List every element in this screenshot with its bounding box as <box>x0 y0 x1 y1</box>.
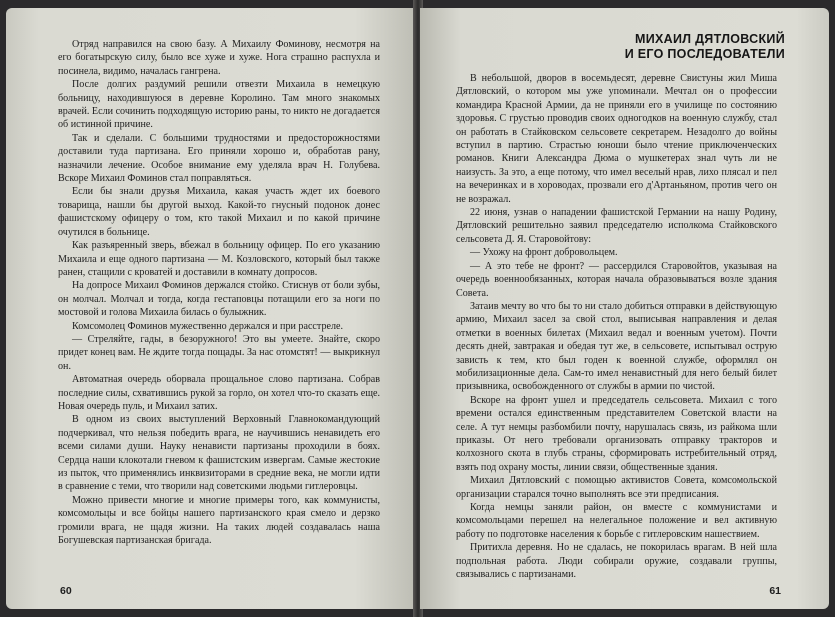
chapter-title-line: МИХАИЛ ДЯТЛОВСКИЙ <box>635 32 785 46</box>
paragraph: Можно привести многие и многие примеры того, как коммунисты, комсомольцы и все бойцы нашего партизанского края смело и дерзко громили врага, не щадя жизни. На таких людей создавалась наша Богушевская партизанская бригада. <box>58 494 380 547</box>
paragraph: На допросе Михаил Фоминов держался стойко. Стиснув от боли зубы, он молчал. Молчал и тогда, когда гестаповцы потащили его за ноги по мостовой и голова Михаила билась о булыжник. <box>58 280 380 319</box>
paragraph: Затаив мечту во что бы то ни стало добиться отправки в действующую армию, Михаил засел за свой стол, выписывая направления и делая отметки в военных билетах (Михаил ведал и военным учетом). Почти десять дней, завтракая и обедая тут же, в сельсовете, испытывал острую зависть к тем, кто был годен к военной службе, оформлял он мобилизационные дела. Сам-то имел ненавистный для него белый билет призывника, освобожденного от службы в армии по чистой. <box>456 300 777 393</box>
paragraph: 22 июня, узнав о нападении фашистской Германии на нашу Родину, Дятловский решительно заявил председателю исполкома Стайковского сельсовета Д. Я. Старовойтову: <box>456 207 777 245</box>
right-page <box>420 8 829 609</box>
right-page-text <box>456 72 777 581</box>
page-number: 60 <box>60 585 72 597</box>
paragraph: После долгих раздумий решили отвезти Михаила в немецкую больницу, находившуюся в деревне Королино. Там много знакомых врачей. Если сочинить подходящую историю раны, то никто не догадается об истинной причине. <box>58 79 380 131</box>
paragraph: В небольшой, дворов в восемьдесят, деревне Свистуны жил Миша Дятловский, о котором мы уже упоминали. Мечтал он о профессии командира Красной Армии, да не приняли его в училище по состоянию здоровья. С грустью проводив своих одногодков на военную службу, стал он работать в Стайковском сельсовете секретарем. Незадолго до войны вступил в партию. Страстью юноши было чтение приключенческих романов. Книги Александра Дюма о мушкетерах знал чуть ли не наизусть. За это, а еще потому, что имел веселый нрав, лихо плясал и пел на вечеринках и в хороводах, прозвали его д'Артаньяном, против чего он не возражал. <box>456 73 777 205</box>
page-number: 61 <box>769 585 781 597</box>
paragraph: Притихла деревня. Но не сдалась, не покорилась врагам. В ней шла подпольная работа. Люди собирали оружие, создавали группы, связывались с партизанами. <box>456 542 777 581</box>
paragraph: Михаил Дятловский с помощью активистов Совета, комсомольской организации старался точно выполнять все эти предписания. <box>456 475 777 500</box>
paragraph: Если бы знали друзья Михаила, какая участь ждет их боевого товарища, нашли бы другой выход. Какой-то гнусный подонок донес фашистскому офицеру о том, кто такой Михаил и по какой причине очутился в больнице. <box>58 186 380 238</box>
paragraph: — Ухожу на фронт добровольцем. <box>470 247 618 259</box>
left-page <box>6 8 416 609</box>
chapter-title-line: И ЕГО ПОСЛЕДОВАТЕЛИ <box>624 47 785 61</box>
left-page-text <box>58 38 380 547</box>
paragraph: — А это тебе не фронт? — рассердился Старовойтов, указывая на очередь военнообязанных, которая начала образовываться возле здания Совета. <box>456 260 777 299</box>
paragraph: Когда немцы заняли район, он вместе с коммунистами и комсомольцами перешел на нелегальное положение и вел активную работу по подготовке населения к борьбе с гитлеровским нашествием. <box>456 502 777 540</box>
paragraph: Вскоре на фронт ушел и председатель сельсовета. Михаил с того времени остался единственным представителем Советской власти на селе. А тут немцы разбомбили почту, нарушалась связь, из райкома шли приказы. От него требовали организовать отправку тракторов и колхозного скота в глубь страны, сформировать истребительный отряд, взять под охрану мосты, линии связи, общественные здания. <box>456 394 777 473</box>
paragraph: Автоматная очередь оборвала прощальное слово партизана. Собрав последние силы, схватившись рукой за горло, он хотел что-то сказать еще. Новая очередь пуль, и Михаил затих. <box>58 374 380 412</box>
paragraph: Так и сделали. С большими трудностями и предосторожностями доставили туда партизана. Его приняли хорошо и, обработав рану, назначили лечение. Особое внимание ему уделяла врач Н. Голубева. Вскоре Михаил Фоминов стал поправляться. <box>58 132 380 185</box>
chapter-title <box>625 32 785 62</box>
paragraph: Как разъяренный зверь, вбежал в больницу офицер. По его указанию Михаила и еще одного партизана — М. Козловского, который был также ранен, стащили с кроватей и доставили в комнату допросов. <box>58 240 380 278</box>
paragraph: — Стреляйте, гады, в безоружного! Это вы умеете. Знайте, скоро придет конец вам. Не ждите тогда пощады. За нас отомстят! — выкрикнул он. <box>58 333 380 372</box>
paragraph: В одном из своих выступлений Верховный Главнокомандующий подчеркивал, что нельзя победить врага, не научившись ненавидеть его всеми силами души. Науку ненависти партизаны проходили в боях. Сердца наши клокотали гневом к фашистским извергам. Самые жестокие из пыток, что применялись инквизиторами в средние века, не могли идти в сравнение с теми, что творили над советскими людьми гитлеровцы. <box>58 414 380 493</box>
paragraph: Комсомолец Фоминов мужественно держался и при расстреле. <box>72 320 344 332</box>
paragraph: Отряд направился на свою базу. А Михаилу Фоминову, несмотря на его богатырскую силу, было все хуже и хуже. Нога страшно распухла и посинела, видимо, началась гангрена. <box>58 39 380 77</box>
